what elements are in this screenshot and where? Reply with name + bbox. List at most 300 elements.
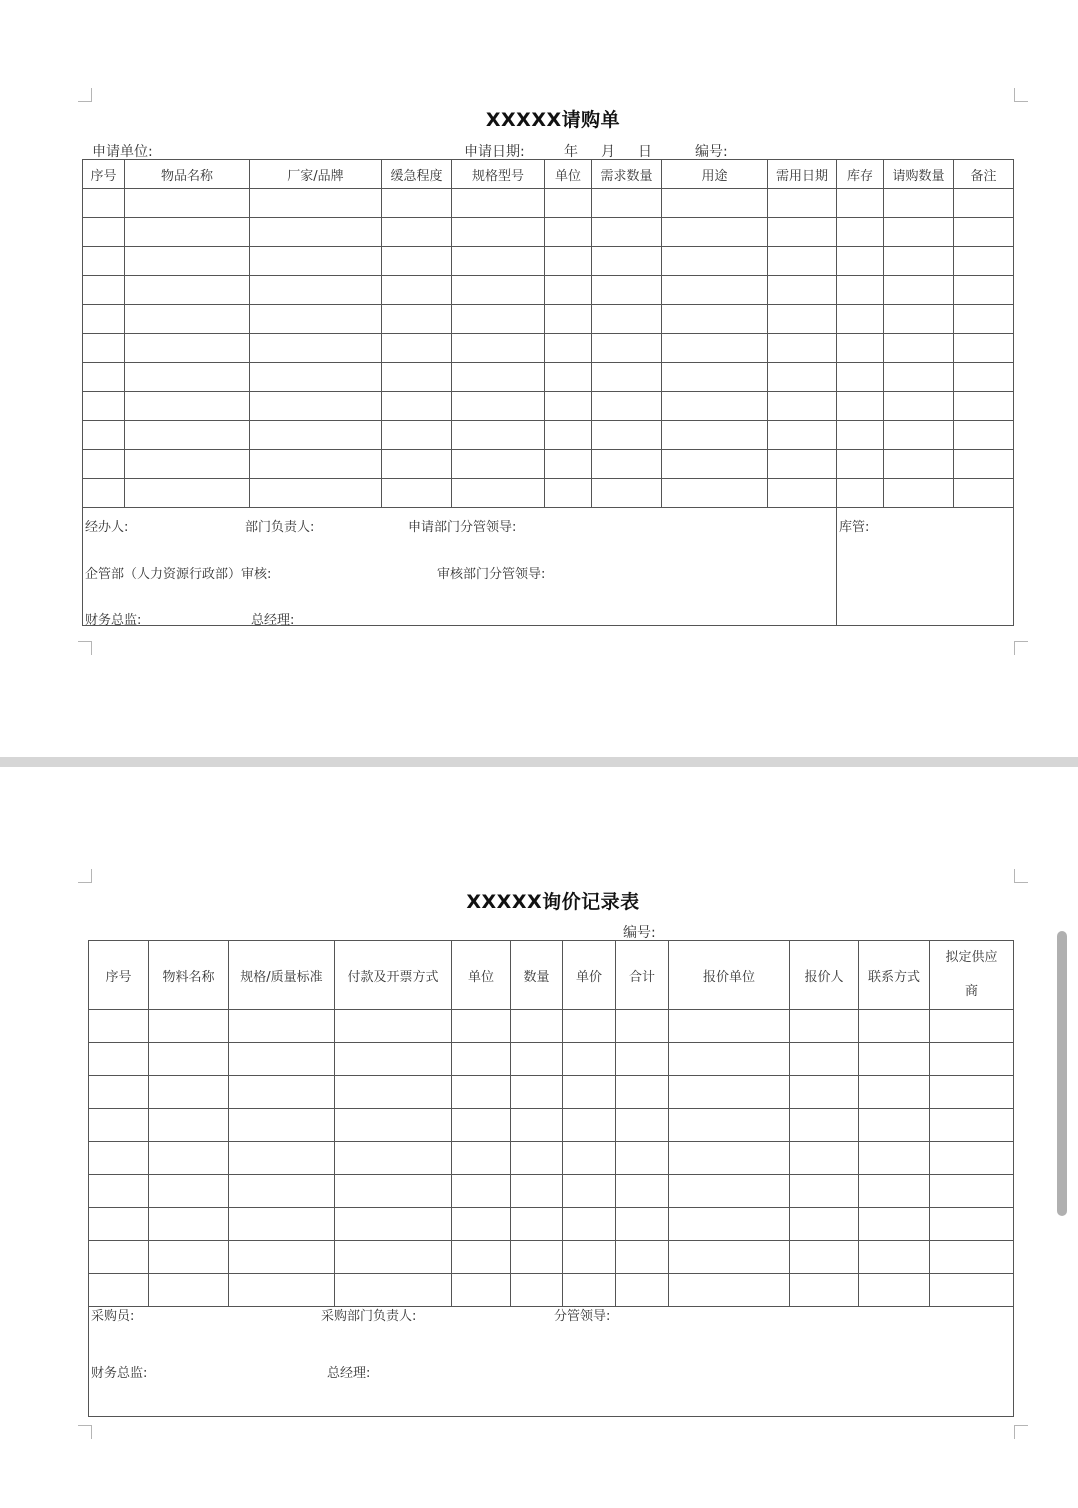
table-cell[interactable] (662, 189, 768, 218)
table-cell[interactable] (149, 1175, 229, 1208)
inquiry-record-table (88, 940, 1014, 1417)
table-cell[interactable] (229, 1010, 335, 1043)
table-cell[interactable] (125, 189, 250, 218)
table-cell[interactable] (229, 1175, 335, 1208)
day-label: 日 (638, 144, 652, 160)
table-cell[interactable] (954, 392, 1014, 421)
table-cell[interactable] (790, 1208, 859, 1241)
table-cell[interactable] (545, 247, 592, 276)
table-row (89, 1208, 1014, 1241)
table-cell[interactable] (382, 450, 452, 479)
table-cell[interactable] (954, 421, 1014, 450)
table-cell[interactable] (669, 1076, 790, 1109)
table-cell[interactable] (662, 392, 768, 421)
table-cell[interactable] (790, 1010, 859, 1043)
table-cell[interactable] (837, 247, 884, 276)
col-header-urgency: 缓急程度 (382, 160, 452, 189)
table-cell[interactable] (563, 1208, 616, 1241)
serial-label: 编号: (695, 144, 728, 160)
table-cell[interactable] (452, 479, 545, 508)
table-cell[interactable] (768, 479, 837, 508)
table-cell[interactable] (930, 1208, 1014, 1241)
dept-head-label: 部门负责人: (245, 520, 315, 535)
table-cell[interactable] (930, 1043, 1014, 1076)
table-cell[interactable] (859, 1175, 930, 1208)
page-corner-mark (78, 88, 92, 102)
table-cell[interactable] (125, 334, 250, 363)
table-cell[interactable] (83, 450, 125, 479)
table-cell[interactable] (884, 305, 954, 334)
table-cell[interactable] (930, 1010, 1014, 1043)
table-cell[interactable] (768, 363, 837, 392)
table-cell[interactable] (616, 1142, 669, 1175)
table-cell[interactable] (859, 1043, 930, 1076)
finance-director-label: 财务总监: (85, 613, 142, 628)
table-cell[interactable] (83, 421, 125, 450)
table-cell[interactable] (452, 305, 545, 334)
table-cell[interactable] (592, 450, 662, 479)
table-cell[interactable] (592, 189, 662, 218)
table-cell[interactable] (837, 276, 884, 305)
table-cell[interactable] (563, 1076, 616, 1109)
table-cell[interactable] (930, 1142, 1014, 1175)
table-cell[interactable] (837, 218, 884, 247)
table-cell[interactable] (125, 218, 250, 247)
table-cell[interactable] (837, 334, 884, 363)
table-cell[interactable] (452, 247, 545, 276)
table-cell[interactable] (768, 218, 837, 247)
table-cell[interactable] (884, 247, 954, 276)
table-cell[interactable] (89, 1274, 149, 1307)
table-cell[interactable] (250, 189, 382, 218)
table-row (83, 392, 1014, 421)
table-cell[interactable] (250, 392, 382, 421)
table-cell[interactable] (149, 1274, 229, 1307)
table-row (83, 276, 1014, 305)
table-cell[interactable] (511, 1076, 563, 1109)
table-cell[interactable] (662, 479, 768, 508)
general-manager-label: 总经理: (327, 1366, 371, 1381)
table-cell[interactable] (452, 334, 545, 363)
table-cell[interactable] (616, 1010, 669, 1043)
table-cell[interactable] (125, 276, 250, 305)
table-cell[interactable] (768, 189, 837, 218)
table-cell[interactable] (149, 1010, 229, 1043)
table-cell[interactable] (250, 218, 382, 247)
col-header-total: 合计 (616, 941, 669, 1010)
table-cell[interactable] (250, 247, 382, 276)
table-row (83, 421, 1014, 450)
table-cell[interactable] (89, 1010, 149, 1043)
col-header-brand: 厂家/品牌 (250, 160, 382, 189)
table-cell[interactable] (511, 1142, 563, 1175)
col-header-spec-quality: 规格/质量标准 (229, 941, 335, 1010)
table-cell[interactable] (592, 276, 662, 305)
table-cell[interactable] (511, 1109, 563, 1142)
table-cell[interactable] (616, 1241, 669, 1274)
table-cell[interactable] (563, 1109, 616, 1142)
table-cell[interactable] (563, 1175, 616, 1208)
table-cell[interactable] (545, 392, 592, 421)
table-header-row (89, 941, 1014, 1010)
table-cell[interactable] (89, 1109, 149, 1142)
table-cell[interactable] (452, 1142, 511, 1175)
table-cell[interactable] (930, 1241, 1014, 1274)
table-cell[interactable] (662, 363, 768, 392)
table-cell[interactable] (149, 1241, 229, 1274)
table-row (89, 1043, 1014, 1076)
col-header-seq: 序号 (83, 160, 125, 189)
table-cell[interactable] (452, 1043, 511, 1076)
table-cell[interactable] (768, 421, 837, 450)
table-cell[interactable] (452, 421, 545, 450)
table-cell[interactable] (125, 247, 250, 276)
table-cell[interactable] (335, 1274, 452, 1307)
table-cell[interactable] (790, 1142, 859, 1175)
table-cell[interactable] (884, 276, 954, 305)
table-cell[interactable] (229, 1076, 335, 1109)
table-cell[interactable] (837, 450, 884, 479)
table-cell[interactable] (768, 334, 837, 363)
signature-area (89, 1307, 1014, 1417)
table-cell[interactable] (930, 1109, 1014, 1142)
table-cell[interactable] (335, 1043, 452, 1076)
table-cell[interactable] (382, 479, 452, 508)
table-cell[interactable] (83, 218, 125, 247)
table-cell[interactable] (592, 218, 662, 247)
table-cell[interactable] (859, 1241, 930, 1274)
table-cell[interactable] (662, 450, 768, 479)
table-cell[interactable] (545, 363, 592, 392)
table-row (89, 1010, 1014, 1043)
table-cell[interactable] (592, 334, 662, 363)
table-cell[interactable] (930, 1175, 1014, 1208)
table-cell[interactable] (229, 1109, 335, 1142)
table-cell[interactable] (545, 479, 592, 508)
table-cell[interactable] (452, 450, 545, 479)
table-cell[interactable] (452, 392, 545, 421)
table-cell[interactable] (335, 1076, 452, 1109)
col-header-payment-invoice: 付款及开票方式 (335, 941, 452, 1010)
table-header-row (83, 160, 1014, 189)
table-cell[interactable] (954, 363, 1014, 392)
table-cell[interactable] (511, 1241, 563, 1274)
table-cell[interactable] (790, 1076, 859, 1109)
table-row (83, 189, 1014, 218)
table-cell[interactable] (382, 363, 452, 392)
table-cell[interactable] (790, 1175, 859, 1208)
inquiry-record-title: XXXXX询价记录表 (466, 891, 640, 913)
col-header-quantity: 数量 (511, 941, 563, 1010)
table-cell[interactable] (669, 1043, 790, 1076)
table-cell[interactable] (452, 1274, 511, 1307)
table-cell[interactable] (89, 1043, 149, 1076)
table-cell[interactable] (954, 247, 1014, 276)
table-cell[interactable] (83, 334, 125, 363)
col-header-unit-price: 单价 (563, 941, 616, 1010)
table-cell[interactable] (616, 1208, 669, 1241)
table-cell[interactable] (335, 1175, 452, 1208)
table-cell[interactable] (768, 450, 837, 479)
table-cell[interactable] (662, 247, 768, 276)
table-row (89, 1076, 1014, 1109)
col-header-demand-qty: 需求数量 (592, 160, 662, 189)
table-cell[interactable] (563, 1043, 616, 1076)
table-cell[interactable] (250, 305, 382, 334)
table-cell[interactable] (954, 305, 1014, 334)
page-corner-mark (1014, 88, 1028, 102)
month-label: 月 (601, 144, 615, 160)
table-cell[interactable] (954, 218, 1014, 247)
table-cell[interactable] (83, 189, 125, 218)
table-cell[interactable] (884, 392, 954, 421)
table-cell[interactable] (669, 1109, 790, 1142)
table-cell[interactable] (768, 247, 837, 276)
inquiry-serial-label: 编号: (623, 925, 656, 941)
table-cell[interactable] (229, 1208, 335, 1241)
table-cell[interactable] (768, 305, 837, 334)
table-cell[interactable] (563, 1010, 616, 1043)
table-cell[interactable] (884, 479, 954, 508)
table-cell[interactable] (768, 276, 837, 305)
table-cell[interactable] (545, 189, 592, 218)
table-cell[interactable] (89, 1241, 149, 1274)
table-cell[interactable] (250, 363, 382, 392)
table-row (83, 247, 1014, 276)
table-cell[interactable] (511, 1010, 563, 1043)
table-cell[interactable] (859, 1076, 930, 1109)
table-cell[interactable] (790, 1274, 859, 1307)
table-cell[interactable] (89, 1175, 149, 1208)
table-cell[interactable] (545, 276, 592, 305)
col-header-quoter: 报价人 (790, 941, 859, 1010)
table-cell[interactable] (452, 189, 545, 218)
table-cell[interactable] (125, 421, 250, 450)
table-cell[interactable] (592, 305, 662, 334)
table-cell[interactable] (229, 1241, 335, 1274)
table-cell[interactable] (149, 1043, 229, 1076)
col-header-need-date: 需用日期 (768, 160, 837, 189)
table-cell[interactable] (125, 363, 250, 392)
table-cell[interactable] (545, 450, 592, 479)
purchase-request-table (82, 159, 1014, 626)
table-row (83, 218, 1014, 247)
table-cell[interactable] (837, 392, 884, 421)
page-corner-mark (1014, 869, 1028, 883)
table-cell[interactable] (669, 1175, 790, 1208)
table-cell[interactable] (669, 1208, 790, 1241)
table-cell[interactable] (83, 305, 125, 334)
table-row (89, 1274, 1014, 1307)
table-cell[interactable] (954, 450, 1014, 479)
table-cell[interactable] (335, 1010, 452, 1043)
table-cell[interactable] (149, 1109, 229, 1142)
purchase-dept-head-label: 采购部门负责人: (321, 1309, 417, 1324)
table-cell[interactable] (125, 450, 250, 479)
inquiry-record-rows (89, 1010, 1014, 1307)
review-dept-leader-label: 审核部门分管领导: (437, 567, 546, 582)
table-cell[interactable] (669, 1142, 790, 1175)
table-cell[interactable] (452, 1241, 511, 1274)
table-cell[interactable] (563, 1142, 616, 1175)
apply-dept-leader-label: 申请部门分管领导: (408, 520, 517, 535)
page-corner-mark (78, 869, 92, 883)
table-cell[interactable] (149, 1142, 229, 1175)
table-cell[interactable] (89, 1208, 149, 1241)
table-cell[interactable] (83, 392, 125, 421)
apply-unit-label: 申请单位: (92, 144, 153, 160)
table-cell[interactable] (884, 363, 954, 392)
table-cell[interactable] (545, 218, 592, 247)
table-cell[interactable] (884, 450, 954, 479)
finance-director-label: 财务总监: (91, 1366, 148, 1381)
table-cell[interactable] (859, 1109, 930, 1142)
table-row (89, 1142, 1014, 1175)
table-cell[interactable] (229, 1142, 335, 1175)
table-cell[interactable] (452, 363, 545, 392)
table-cell[interactable] (452, 276, 545, 305)
table-cell[interactable] (149, 1208, 229, 1241)
table-cell[interactable] (592, 363, 662, 392)
col-header-seq: 序号 (89, 941, 149, 1010)
table-cell[interactable] (335, 1109, 452, 1142)
table-cell[interactable] (884, 218, 954, 247)
table-cell[interactable] (452, 218, 545, 247)
table-cell[interactable] (616, 1043, 669, 1076)
table-row (89, 1241, 1014, 1274)
table-cell[interactable] (452, 1076, 511, 1109)
table-cell[interactable] (545, 334, 592, 363)
table-cell[interactable] (511, 1274, 563, 1307)
table-cell[interactable] (768, 392, 837, 421)
table-cell[interactable] (592, 479, 662, 508)
table-cell[interactable] (382, 247, 452, 276)
table-cell[interactable] (83, 276, 125, 305)
col-header-proposed-supplier: 拟定供应商 (930, 941, 1014, 1010)
table-cell[interactable] (790, 1043, 859, 1076)
table-cell[interactable] (662, 218, 768, 247)
table-cell[interactable] (382, 334, 452, 363)
table-cell[interactable] (545, 421, 592, 450)
table-cell[interactable] (884, 189, 954, 218)
table-cell[interactable] (511, 1208, 563, 1241)
table-cell[interactable] (859, 1274, 930, 1307)
table-cell[interactable] (335, 1142, 452, 1175)
table-cell[interactable] (954, 479, 1014, 508)
table-cell[interactable] (930, 1274, 1014, 1307)
table-cell[interactable] (250, 421, 382, 450)
table-cell[interactable] (83, 479, 125, 508)
table-cell[interactable] (930, 1076, 1014, 1109)
table-cell[interactable] (563, 1241, 616, 1274)
table-cell[interactable] (452, 1208, 511, 1241)
table-cell[interactable] (859, 1142, 930, 1175)
table-cell[interactable] (89, 1076, 149, 1109)
table-cell[interactable] (616, 1274, 669, 1307)
table-cell[interactable] (382, 276, 452, 305)
table-cell[interactable] (616, 1109, 669, 1142)
table-cell[interactable] (452, 1175, 511, 1208)
table-cell[interactable] (837, 421, 884, 450)
table-cell[interactable] (859, 1010, 930, 1043)
table-cell[interactable] (382, 305, 452, 334)
table-cell[interactable] (669, 1274, 790, 1307)
table-cell[interactable] (616, 1076, 669, 1109)
warehouse-label: 库管: (839, 520, 870, 535)
table-cell[interactable] (125, 392, 250, 421)
table-cell[interactable] (511, 1175, 563, 1208)
col-header-quoting-company: 报价单位 (669, 941, 790, 1010)
table-cell[interactable] (545, 305, 592, 334)
table-row (89, 1109, 1014, 1142)
table-cell[interactable] (229, 1043, 335, 1076)
table-cell[interactable] (250, 334, 382, 363)
table-cell[interactable] (954, 334, 1014, 363)
table-cell[interactable] (592, 421, 662, 450)
table-cell[interactable] (662, 276, 768, 305)
handler-label: 经办人: (85, 520, 129, 535)
table-cell[interactable] (592, 392, 662, 421)
table-cell[interactable] (83, 247, 125, 276)
table-cell[interactable] (250, 479, 382, 508)
table-cell[interactable] (149, 1076, 229, 1109)
table-cell[interactable] (382, 421, 452, 450)
table-cell[interactable] (662, 305, 768, 334)
table-cell[interactable] (790, 1109, 859, 1142)
table-cell[interactable] (837, 189, 884, 218)
table-cell[interactable] (250, 276, 382, 305)
table-cell[interactable] (452, 1010, 511, 1043)
table-cell[interactable] (616, 1175, 669, 1208)
purchase-request-title: XXXXX请购单 (485, 109, 621, 131)
table-cell[interactable] (229, 1274, 335, 1307)
table-cell[interactable] (382, 189, 452, 218)
table-cell[interactable] (669, 1010, 790, 1043)
table-cell[interactable] (859, 1208, 930, 1241)
table-cell[interactable] (954, 276, 1014, 305)
col-header-unit: 单位 (452, 941, 511, 1010)
table-cell[interactable] (954, 189, 1014, 218)
table-cell[interactable] (662, 334, 768, 363)
table-cell[interactable] (89, 1142, 149, 1175)
table-cell[interactable] (884, 334, 954, 363)
table-cell[interactable] (125, 479, 250, 508)
table-cell[interactable] (511, 1043, 563, 1076)
table-cell[interactable] (335, 1241, 452, 1274)
table-cell[interactable] (837, 363, 884, 392)
table-cell[interactable] (563, 1274, 616, 1307)
table-cell[interactable] (884, 421, 954, 450)
col-header-contact: 联系方式 (859, 941, 930, 1010)
purchase-request-rows (83, 189, 1014, 508)
vertical-scrollbar[interactable] (1057, 931, 1067, 1216)
table-cell[interactable] (837, 479, 884, 508)
table-cell[interactable] (83, 363, 125, 392)
year-label: 年 (564, 144, 578, 160)
table-cell[interactable] (250, 450, 382, 479)
table-cell[interactable] (335, 1208, 452, 1241)
table-cell[interactable] (592, 247, 662, 276)
table-cell[interactable] (452, 1109, 511, 1142)
table-row (83, 305, 1014, 334)
table-cell[interactable] (382, 218, 452, 247)
table-cell[interactable] (837, 305, 884, 334)
table-cell[interactable] (662, 421, 768, 450)
table-cell[interactable] (125, 305, 250, 334)
table-cell[interactable] (669, 1241, 790, 1274)
table-cell[interactable] (790, 1241, 859, 1274)
table-cell[interactable] (382, 392, 452, 421)
